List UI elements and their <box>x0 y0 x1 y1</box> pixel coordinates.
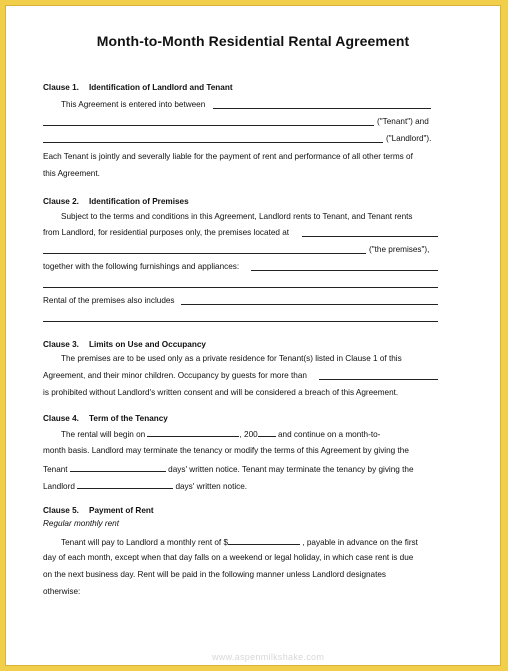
clause-4-line-3 <box>43 463 439 475</box>
clause-5-line-2: day of each month, except when that day falls on a weekend or legal holiday, in which case rent is due <box>43 553 414 562</box>
clause-4-line-1 <box>43 428 457 440</box>
clause-1-line-5: this Agreement. <box>43 169 100 178</box>
clause-5-line-3: on the next business day. Rent will be paid in the following manner unless Landlord designates <box>43 570 387 579</box>
start-year-blank[interactable] <box>258 428 276 437</box>
clause-4-text-4a: Landlord <box>43 482 75 491</box>
furnishings-blank-1[interactable] <box>251 262 438 271</box>
clause-2-line-4: together with the following furnishings and appliances: <box>43 262 240 271</box>
clause-2-number: Clause 2. <box>43 197 79 206</box>
clause-1-heading <box>43 83 439 93</box>
clause-5-line-4: otherwise: <box>43 587 81 596</box>
premises-tag: ("the premises"), <box>369 245 430 254</box>
clause-3-heading <box>43 340 439 350</box>
clause-1-text-1: This Agreement is entered into between <box>61 100 206 109</box>
tenant-name-blank[interactable] <box>43 117 374 126</box>
landlord-name-blank[interactable] <box>43 134 383 143</box>
clause-1-number: Clause 1. <box>43 83 79 92</box>
clause-1-line-4: Each Tenant is jointly and severally liable for the payment of rent and performance of all other terms of <box>43 152 413 161</box>
clause-3-number: Clause 3. <box>43 340 79 349</box>
clause-3-line-2: Agreement, and their minor children. Occupancy by guests for more than <box>43 371 307 380</box>
clause-2-heading <box>43 197 439 207</box>
tenant-notice-days-blank[interactable] <box>77 480 173 489</box>
tenant-tag: ("Tenant") and <box>377 117 429 126</box>
clause-4-line-4 <box>43 480 439 492</box>
landlord-notice-days-blank[interactable] <box>70 463 166 472</box>
clause-2-line-2: from Landlord, for residential purposes only, the premises located at <box>43 228 290 237</box>
document-title: Month-to-Month Residential Rental Agreement <box>96 33 410 49</box>
rental-includes-blank-1[interactable] <box>181 296 438 305</box>
clause-3-title: Limits on Use and Occupancy <box>89 340 206 349</box>
clause-5-text-1b: , payable in advance on the first <box>302 538 418 547</box>
clause-2-line-1: Subject to the terms and conditions in this Agreement, Landlord rents to Tenant, and Tenant rents <box>61 212 413 221</box>
clause-5-number: Clause 5. <box>43 506 79 515</box>
document-page <box>5 5 501 666</box>
clause-5-heading <box>43 506 439 516</box>
clause-5-title: Payment of Rent <box>89 506 154 515</box>
clause-4-text-1c: and continue on a month-to- <box>277 430 381 439</box>
clause-1-title: Identification of Landlord and Tenant <box>89 83 233 92</box>
premises-address-blank-1[interactable] <box>302 228 438 237</box>
landlord-tenant-blank-1[interactable] <box>213 100 431 109</box>
clause-3-line-1: The premises are to be used only as a private residence for Tenant(s) listed in Clause 1 of this <box>61 354 402 363</box>
clause-4-text-1a: The rental will begin on <box>61 430 146 439</box>
landlord-tag: ("Landlord"). <box>386 134 432 143</box>
premises-address-blank-2[interactable] <box>43 245 366 254</box>
clause-5-text-1a: Tenant will pay to Landlord a monthly rent of $ <box>61 538 229 547</box>
furnishings-blank-2[interactable] <box>43 279 438 288</box>
clause-4-line-2: month basis. Landlord may terminate the tenancy or modify the terms of this Agreement by giving the <box>43 446 409 455</box>
clause-4-text-4b: days' written notice. <box>175 482 248 491</box>
clause-4-number: Clause 4. <box>43 414 79 423</box>
clause-4-text-3a: Tenant <box>43 465 68 474</box>
regular-rent-subheading: Regular monthly rent <box>43 519 119 528</box>
clause-2-line-6: Rental of the premises also includes <box>43 296 175 305</box>
clause-2-title: Identification of Premises <box>89 197 189 206</box>
watermark: www.aspenmilkshake.com <box>212 652 325 662</box>
clause-4-title: Term of the Tenancy <box>89 414 168 423</box>
guest-limit-blank[interactable] <box>319 371 438 380</box>
clause-4-text-3b: days' written notice. Tenant may terminate the tenancy by giving the <box>168 465 414 474</box>
rental-includes-blank-2[interactable] <box>43 313 438 322</box>
clause-5-line-1 <box>43 536 457 548</box>
clause-4-heading <box>43 414 439 424</box>
clause-3-line-3: is prohibited without Landlord's written consent and will be considered a breach of this Agreement. <box>43 388 399 397</box>
start-date-blank[interactable] <box>147 428 239 437</box>
monthly-rent-blank[interactable] <box>228 536 300 545</box>
clause-4-text-1b: , 200 <box>239 430 258 439</box>
